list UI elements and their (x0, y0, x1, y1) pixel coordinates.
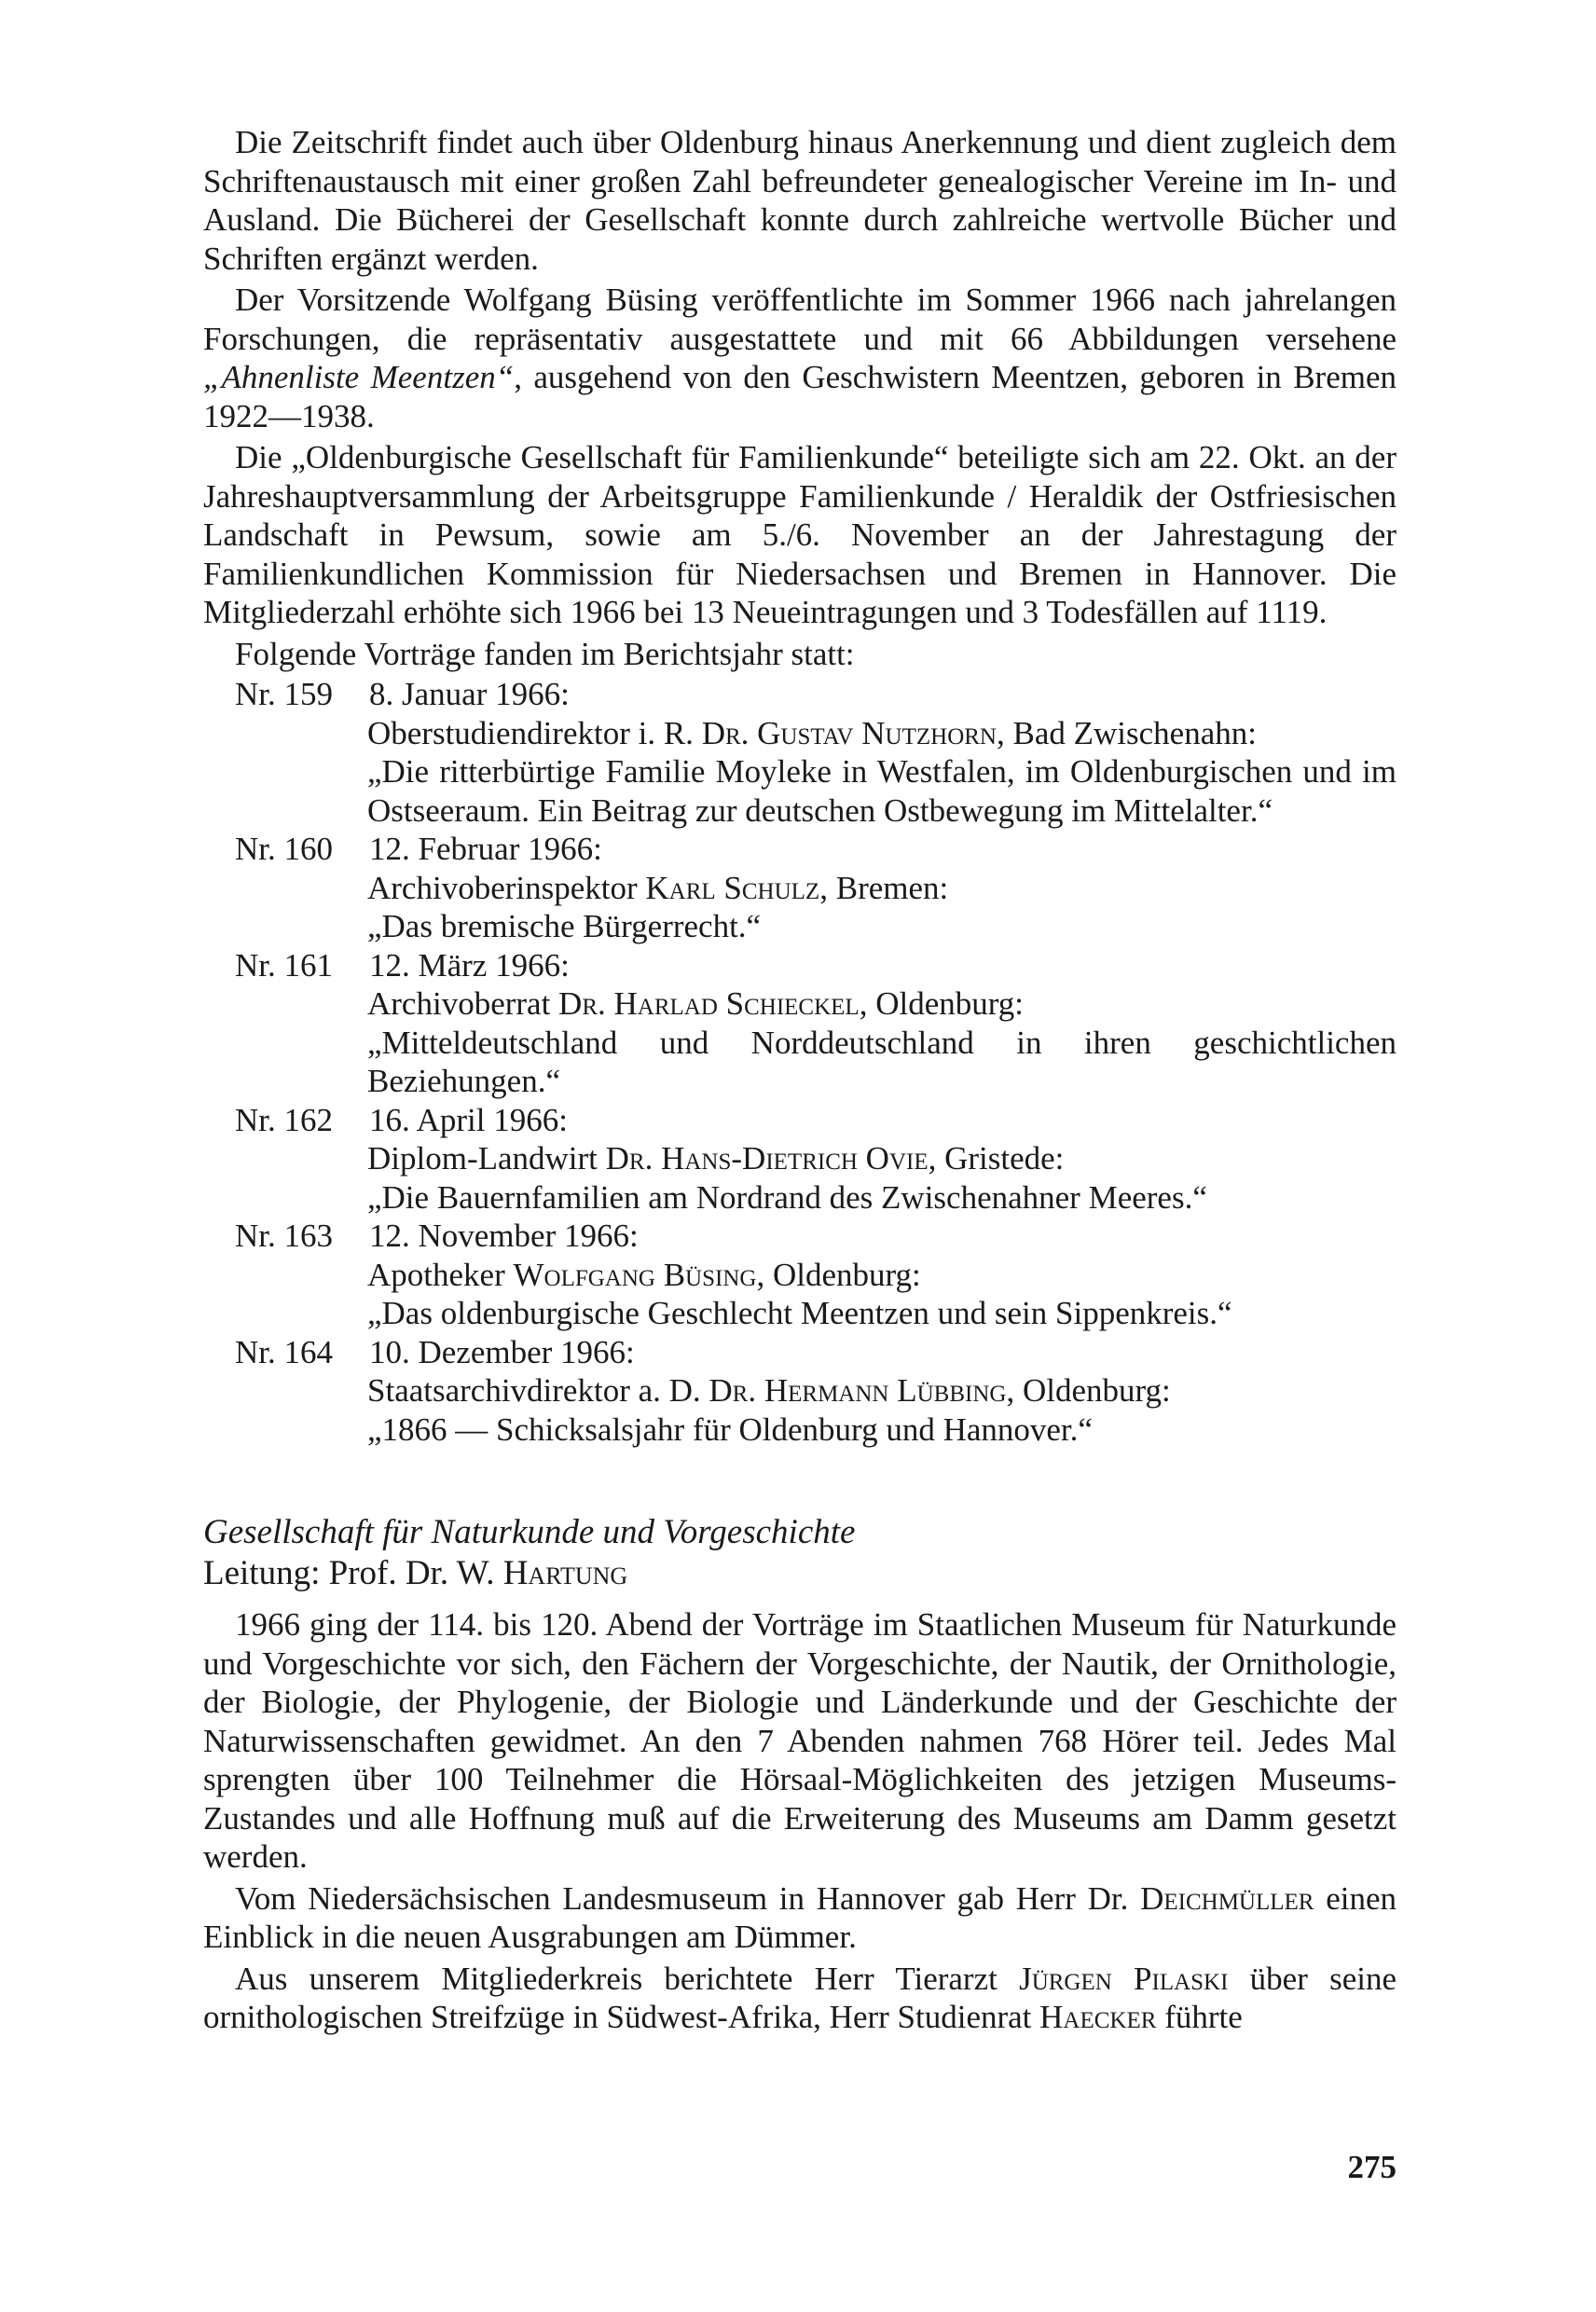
lecture-date: 10. Dezember 1966: (369, 1333, 635, 1370)
lecture-title: „Mitteldeutschland und Norddeutschland in ihren geschichtlichen Beziehungen.“ (367, 1024, 1396, 1099)
lecture-body (369, 1217, 1396, 1333)
section-leadership (203, 1553, 1396, 1594)
intro-paragraph-2 (203, 281, 1396, 435)
intro-paragraph-1: Die Zeitschrift findet auch über Oldenburg hinaus Anerkennung und dient zugleich dem Schriftenaustausch mit einer großen Zahl befreundeter genealogischer Vereine im In- und Ausland. Die Bücherei der Gesellschaft konnte durch zahlreiche wertvolle Bücher und Schriften ergänzt werden. (203, 124, 1396, 277)
intro-block (203, 123, 1396, 1449)
text-run: über seine ornithologischen Streifzüge in Südwest-Afrika, Herr Studienrat (203, 1960, 1396, 2035)
lecture-speaker (367, 869, 1396, 908)
lecture-speaker (367, 714, 1396, 753)
lecture-item (203, 1217, 1396, 1333)
text-run: Archivoberrat (367, 985, 559, 1022)
lecture-title: „Die ritterbürtige Familie Moyleke in Westfalen, im Oldenburgischen und im Ostseeraum. Ein Beitrag zur deutschen Ostbewegung im Mittelalter.“ (367, 753, 1396, 829)
section-paragraph-3 (203, 1960, 1396, 2037)
lecture-title: „Das oldenburgische Geschlecht Meentzen und sein Sippenkreis.“ (367, 1295, 1232, 1331)
section-paragraph-1: 1966 ging der 114. bis 120. Abend der Vorträge im Staatlichen Museum für Naturkunde und Vorgeschichte vor sich, den Fächern der Vorgeschichte, der Nautik, der Ornithologie, der Biologie, der Phylogenie, der Biologie und Länderkunde und der Geschichte der Naturwissenschaften gewidmet. An den 7 Abenden nahmen 768 Hörer teil. Jedes Mal sprengten über 100 Teilnehmer die Hörsaal-Möglichkeiten des jetzigen Museums-Zustandes und alle Hoffnung muß auf die Erweiterung des Museums am Damm gesetzt werden. (203, 1606, 1396, 1875)
lecture-details (367, 984, 1396, 1101)
lecture-details (367, 714, 1396, 831)
text-run: , Bremen: (819, 869, 949, 906)
speaker-name: Dr. Hans-Dietrich Ovie (605, 1140, 929, 1177)
lecture-date: 12. März 1966: (369, 946, 570, 984)
text-run: einen Einblick in die neuen Ausgrabungen am Dümmer. (203, 1879, 1396, 1955)
speaker-name: Dr. Gustav Nutzhorn (701, 714, 997, 751)
text-run: Diplom-Landwirt (367, 1140, 606, 1177)
section-naturkunde (203, 1512, 1396, 2037)
text-run: , Oldenburg: (756, 1256, 921, 1293)
lecture-title: „Die Bauernfamilien am Nordrand des Zwischenahner Meeres.“ (367, 1178, 1207, 1216)
lecture-details (367, 1139, 1396, 1217)
text-run: , Gristede: (928, 1140, 1065, 1177)
text-run: Archivoberinspektor (367, 869, 646, 906)
speaker-name: Dr. Harlad Schieckel (558, 985, 860, 1022)
lecture-body (369, 1333, 1396, 1450)
lecture-details (367, 1371, 1396, 1449)
lecture-date: 8. Januar 1966: (369, 676, 570, 712)
lecture-number: Nr. 160 (235, 831, 333, 867)
text-run: , Oldenburg: (1006, 1372, 1171, 1409)
text-run: , Oldenburg: (859, 985, 1024, 1022)
speaker-name: Wolfgang Büsing (513, 1256, 757, 1293)
lecture-number: Nr. 163 (235, 1218, 333, 1254)
lecture-speaker (367, 1256, 1396, 1295)
lecture-details (367, 1256, 1396, 1333)
lecture-body (369, 1101, 1396, 1218)
speaker-name: Karl Schulz (645, 869, 820, 906)
text-run: Aus unserem Mitgliederkreis berichtete Herr Tierarzt (235, 1960, 1020, 1997)
text-run: Der Vorsitzende Wolfgang Büsing veröffentlichte im Sommer 1966 nach jahrelangen Forschungen, die repräsentativ ausgestattete und mit 66 Abbildungen versehene (203, 282, 1396, 357)
lecture-list (203, 675, 1396, 1449)
lecture-title: „Das bremische Bürgerrecht.“ (367, 908, 762, 944)
book-title: „Ahnenliste Meentzen“ (203, 359, 515, 395)
text-run: führte (1156, 1999, 1243, 2035)
lecture-details (367, 869, 1396, 946)
section-paragraph-2 (203, 1879, 1396, 1957)
person-name: Deichmüller (1140, 1879, 1314, 1917)
text-run: Leitung: Prof. Dr. W. (203, 1554, 503, 1592)
lecture-title: „1866 — Schicksalsjahr für Oldenburg und Hannover.“ (367, 1411, 1093, 1448)
lecture-body (369, 675, 1396, 830)
person-name: Haecker (1039, 1999, 1157, 2035)
lecture-speaker (367, 1139, 1396, 1178)
text-run: Vom Niedersächsischen Landesmuseum in Hannover gab Herr Dr. (235, 1879, 1141, 1917)
section-title: Gesellschaft für Naturkunde und Vorgeschichte (203, 1513, 856, 1551)
text-run: Apotheker (367, 1256, 514, 1293)
lecture-body (369, 946, 1396, 1101)
text-run: Oberstudiendirektor i. R. (367, 714, 702, 751)
lecture-date: 12. Februar 1966: (369, 831, 602, 867)
lecture-speaker (367, 984, 1396, 1024)
lecture-speaker (367, 1371, 1396, 1411)
lecture-item (203, 946, 1396, 1101)
page-number: 275 (1347, 2149, 1396, 2185)
lecture-item (203, 675, 1396, 830)
lecture-item (203, 1333, 1396, 1450)
lecture-number: Nr. 164 (235, 1333, 333, 1370)
text-run: Staatsarchivdirektor a. D. (367, 1372, 709, 1409)
text-run: , Bad Zwischenahn: (997, 714, 1257, 751)
intro-paragraph-3: Die „Oldenburgische Gesellschaft für Familienkunde“ beteiligte sich am 22. Okt. an der Jahreshauptversammlung der Arbeitsgruppe Familienkunde / Heraldik der Ostfriesischen Landschaft in Pewsum, sowie am 5./6. November an der Jahrestagung der Familienkundlichen Kommission für Niedersachsen und Bremen in Hannover. Die Mitgliederzahl erhöhte sich 1966 bei 13 Neueintragungen und 3 Todesfällen auf 1119. (203, 439, 1396, 630)
intro-paragraph-4: Folgende Vorträge fanden im Berichtsjahr statt: (235, 635, 855, 672)
lecture-number: Nr. 162 (235, 1101, 333, 1138)
lecture-item (203, 1101, 1396, 1218)
speaker-name: Dr. Hermann Lübbing (709, 1372, 1007, 1409)
lecture-date: 16. April 1966: (369, 1101, 568, 1138)
person-name: Hartung (502, 1554, 628, 1592)
lecture-date: 12. November 1966: (369, 1218, 639, 1254)
lecture-body (369, 830, 1396, 946)
lecture-item (203, 830, 1396, 946)
lecture-number: Nr. 159 (235, 676, 333, 712)
lecture-number: Nr. 161 (235, 946, 333, 984)
text-run: , ausgehend von den Geschwistern Meentzen, geboren in Bremen 1922—1938. (203, 359, 1396, 434)
person-name: Jürgen Pilaski (1019, 1960, 1229, 1997)
